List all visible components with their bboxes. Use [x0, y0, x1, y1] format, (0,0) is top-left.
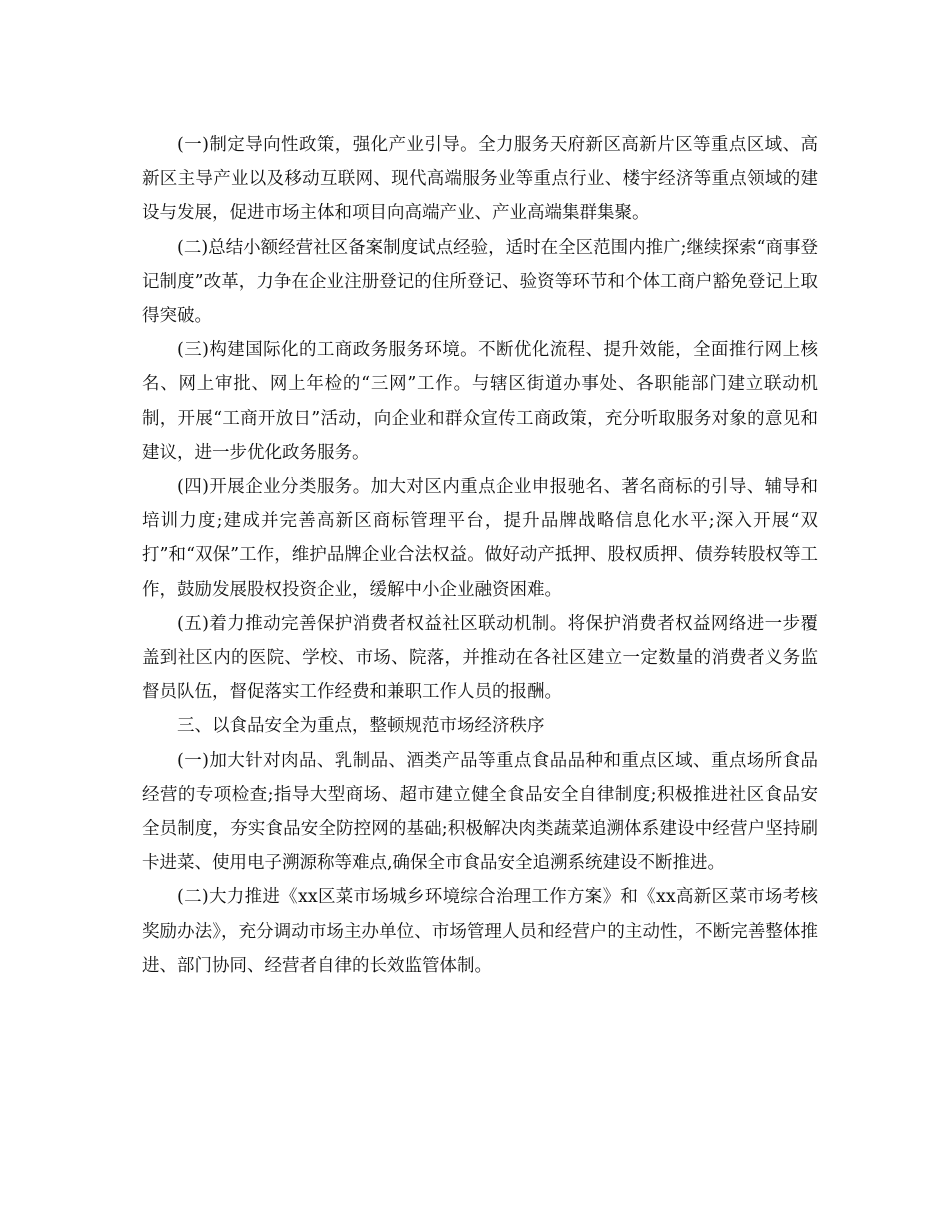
paragraph-consumer-protection: (五)着力推动完善保护消费者权益社区联动机制。将保护消费者权益网络进一步覆盖到社区内的医院、学校、市场、院落，并推动在各社区建立一定数量的消费者义务监督员队伍，督促落实工作经费和兼职工作人员的报酬。	[142, 613, 818, 703]
paragraph-food-inspection: (一)加大针对肉品、乳制品、酒类产品等重点食品品种和重点区域、重点场所食品经营的专项检查;指导大型商场、超市建立健全食品安全自律制度;积极推进社区食品安全员制度，夯实食品安全防控网的基础;积极解决肉类蔬菜追溯体系建设中经营户坚持刷卡进菜、使用电子溯源称等难点,确保全市食品安全追溯系统建设不断推进。	[142, 750, 818, 874]
document-body	[142, 128, 818, 983]
section-heading-food-safety: 三、以食品安全为重点，整顿规范市场经济秩序	[177, 716, 545, 737]
paragraph-enterprise-service: (四)开展企业分类服务。加大对区内重点企业申报驰名、著名商标的引导、辅导和培训力度;建成并完善高新区商标管理平台，提升品牌战略信息化水平;深入开展“双打”和“双保”工作，维护品牌企业合法权益。做好动产抵押、股权质押、债券转股权等工作，鼓励发展股权投资企业，缓解中小企业融资困难。	[142, 477, 818, 600]
paragraph-market-governance: (二)大力推进《xx区菜市场城乡环境综合治理工作方案》和《xx高新区菜市场考核奖励办法》，充分调动市场主办单位、市场管理人员和经营户的主动性，不断完善整体推进、部门协同、经营者自律的长效监管体制。	[142, 887, 818, 976]
paragraph-government-service: (三)构建国际化的工商政务服务环境。不断优化流程、提升效能，全面推行网上核名、网上审批、网上年检的“三网”工作。与辖区街道办事处、各职能部门建立联动机制，开展“工商开放日”活动，向企业和群众宣传工商政策，充分听取服务对象的意见和建议，进一步优化政务服务。	[142, 340, 818, 463]
paragraph-industry-policy: (一)制定导向性政策，强化产业引导。全力服务天府新区高新片区等重点区域、高新区主导产业以及移动互联网、现代高端服务业等重点行业、楼宇经济等重点领域的建设与发展，促进市场主体和项目向高端产业、产业高端集群集聚。	[142, 135, 818, 224]
paragraph-community-registration: (二)总结小额经营社区备案制度试点经验，适时在全区范围内推广;继续探索“商事登记制度”改革，力争在企业注册登记的住所登记、验资等环节和个体工商户豁免登记上取得突破。	[142, 237, 818, 327]
